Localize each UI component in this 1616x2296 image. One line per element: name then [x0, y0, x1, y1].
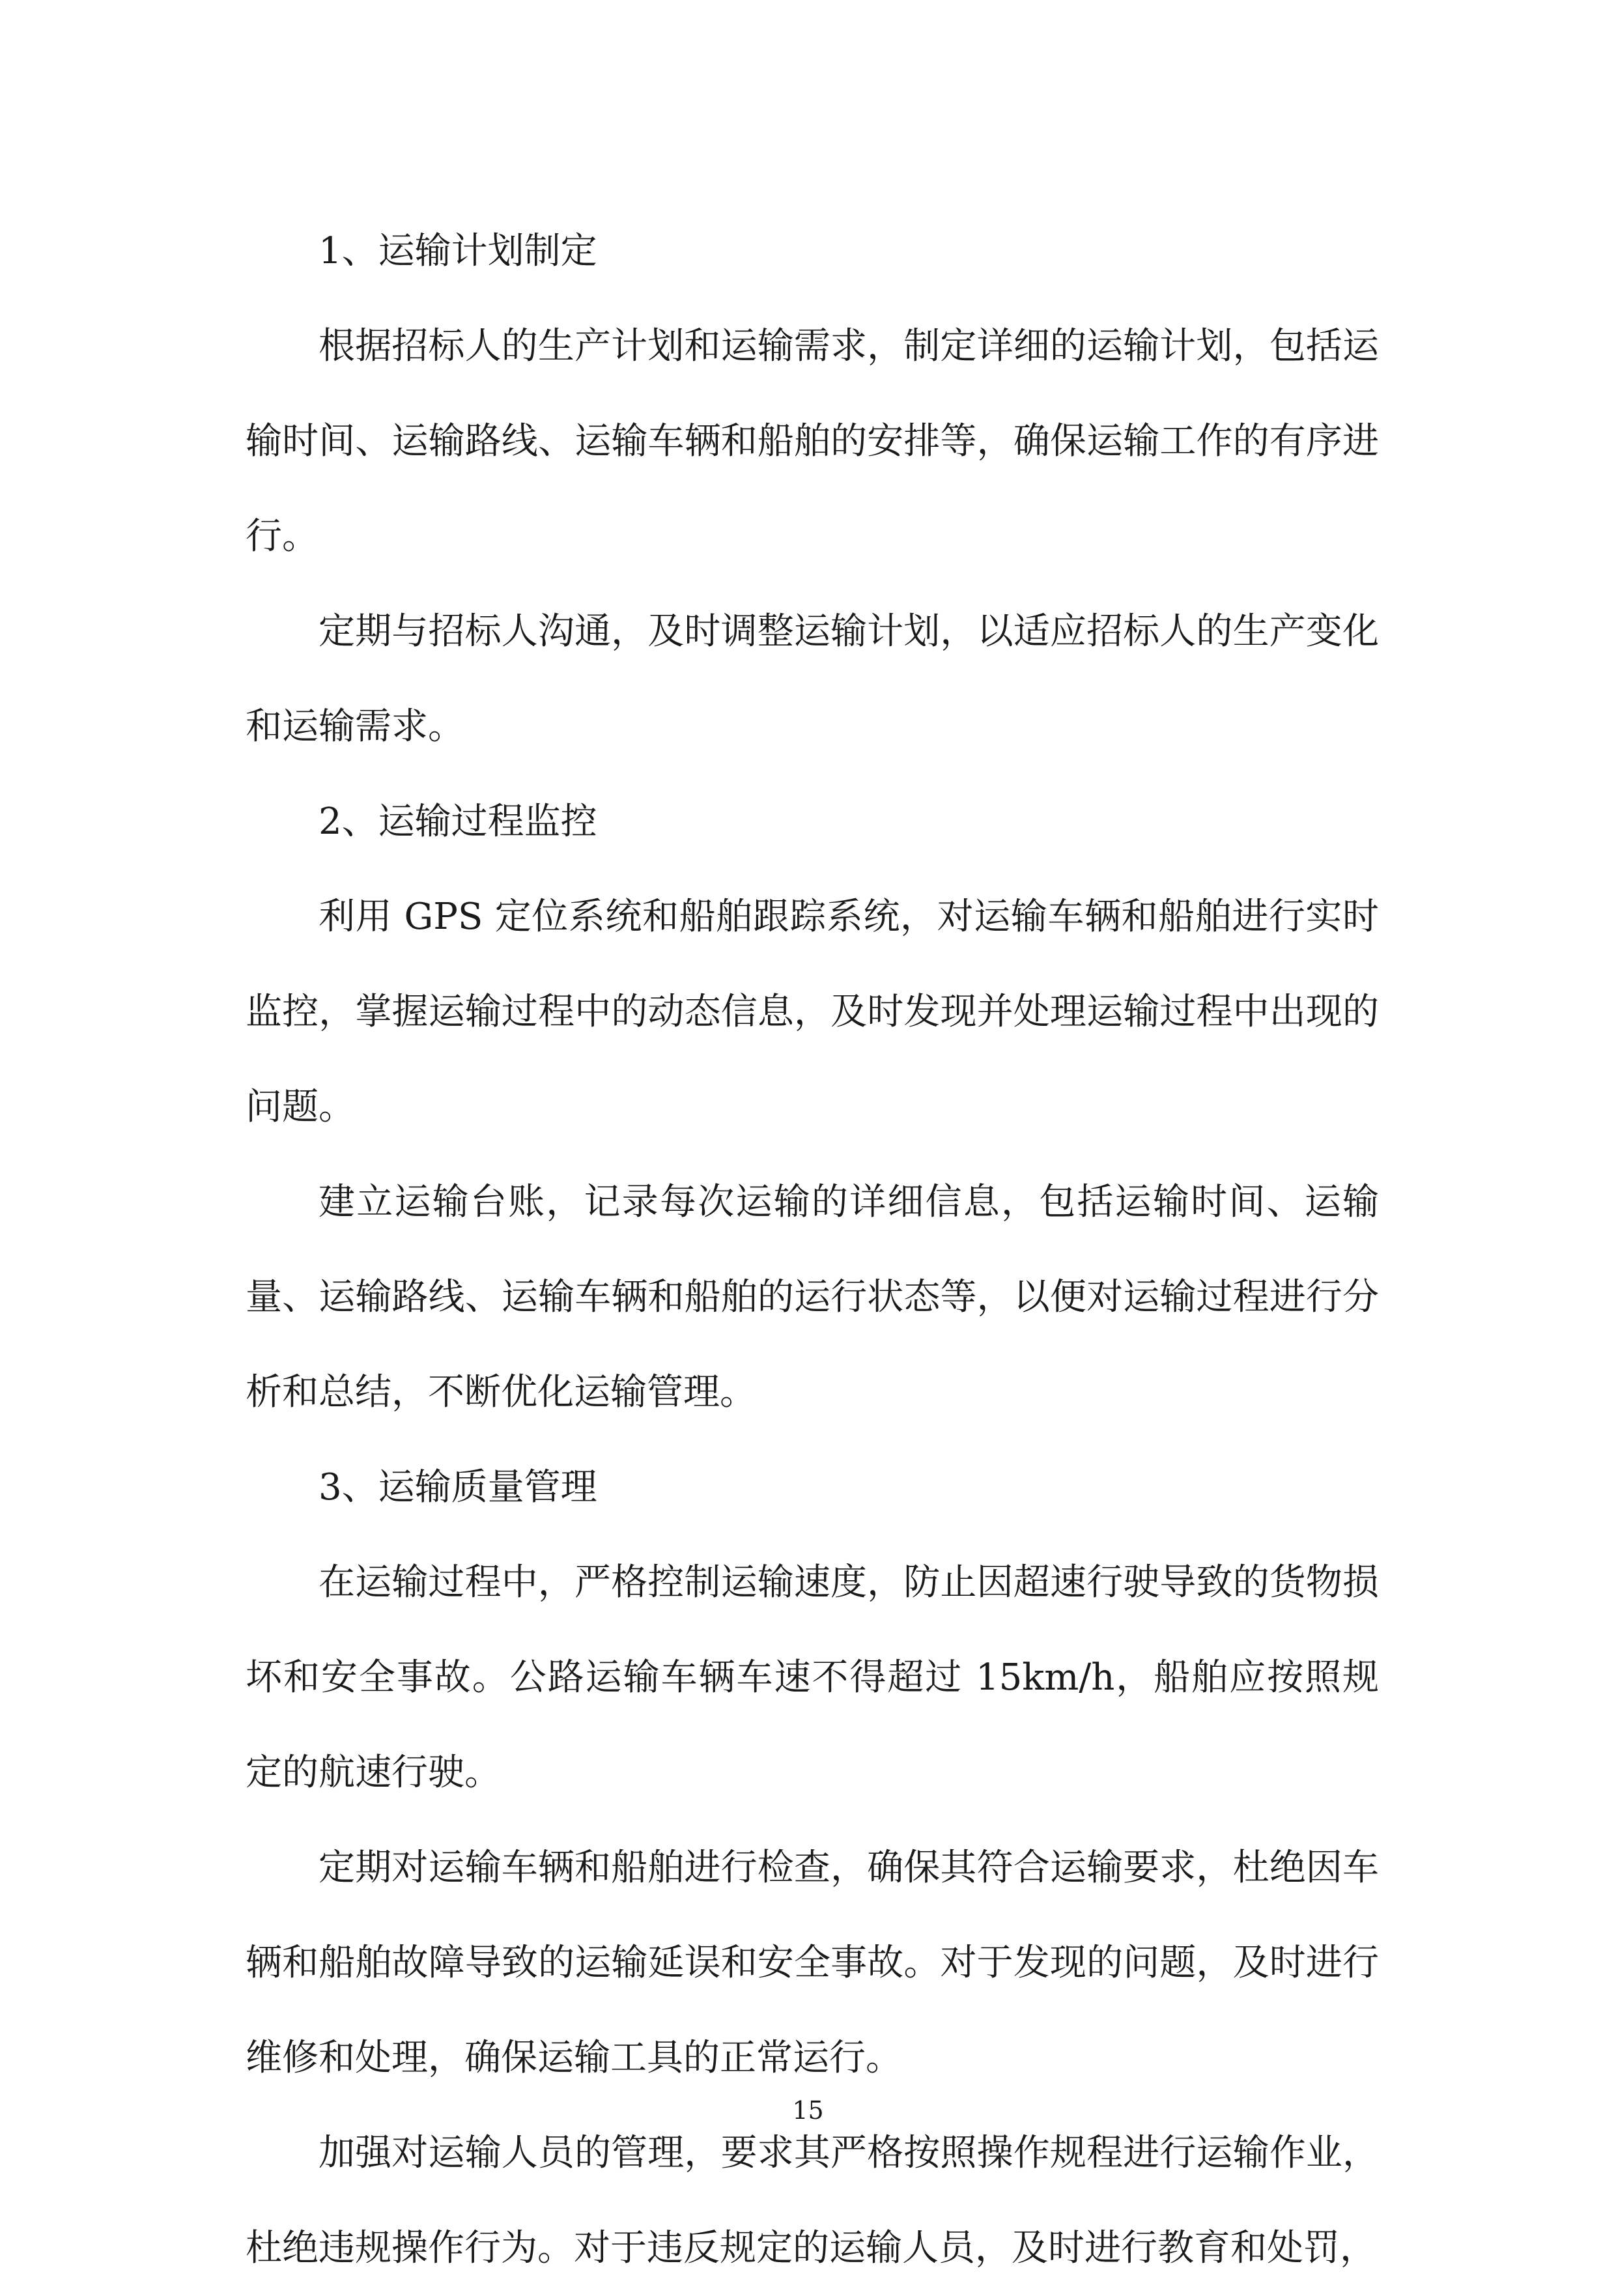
paragraph: 建立运输台账，记录每次运输的详细信息，包括运输时间、运输量、运输路线、运输车辆和船舶的运行状态等，以便对运输过程进行分析和总结，不断优化运输管理。 — [246, 1181, 1379, 1413]
paragraph: 利用 GPS 定位系统和船舶跟踪系统，对运输车辆和船舶进行实时监控，掌握运输过程中的动态信息，及时发现并处理运输过程中出现的问题。 — [246, 896, 1379, 1128]
paragraph: 加强对运输人员的管理，要求其严格按照操作规程进行运输作业，杜绝违规操作行为。对于违反规定的运输人员，及时进行教育和处罚， — [246, 2132, 1379, 2269]
paragraph: 根据招标人的生产计划和运输需求，制定详细的运输计划，包括运输时间、运输路线、运输车辆和船舶的安排等，确保运输工作的有序进行。 — [246, 325, 1379, 558]
section-heading: 1、运输计划制定 — [319, 230, 597, 272]
section-heading: 3、运输质量管理 — [319, 1466, 597, 1509]
paragraph: 定期与招标人沟通，及时调整运输计划，以适应招标人的生产变化和运输需求。 — [246, 610, 1379, 748]
body-text — [246, 204, 1379, 2296]
paragraph: 定期对运输车辆和船舶进行检查，确保其符合运输要求，杜绝因车辆和船舶故障导致的运输延误和安全事故。对于发现的问题，及时进行维修和处理，确保运输工具的正常运行。 — [246, 1847, 1379, 2079]
page-number: 15 — [792, 2096, 824, 2125]
paragraph: 在运输过程中，严格控制运输速度，防止因超速行驶导致的货物损坏和安全事故。公路运输车辆车速不得超过 15km/h，船舶应按照规定的航速行驶。 — [246, 1561, 1379, 1794]
section-heading: 2、运输过程监控 — [319, 801, 597, 843]
